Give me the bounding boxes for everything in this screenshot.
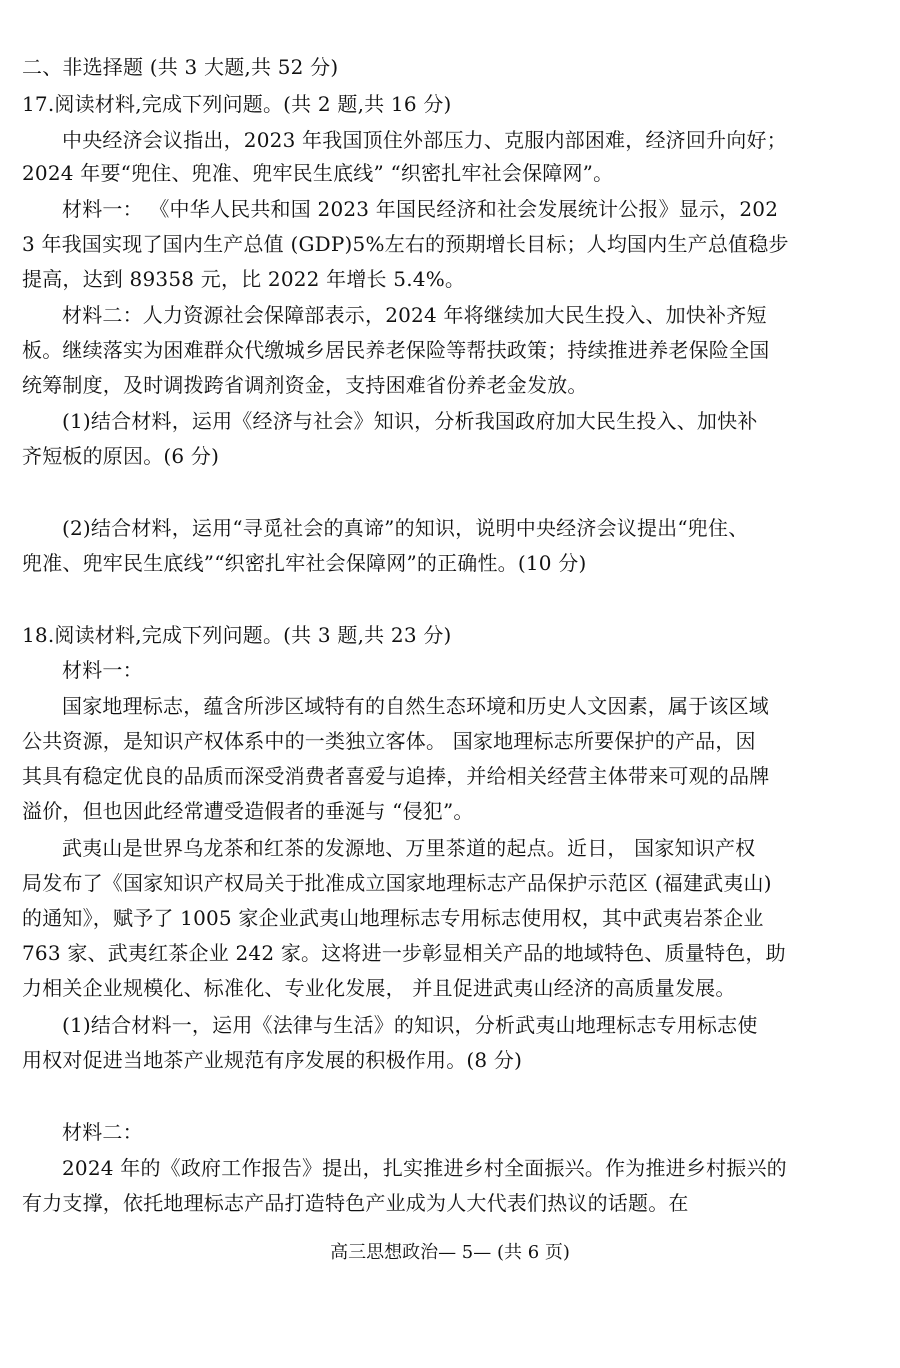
q18-m1p2-line-1: 武夷山是世界乌龙茶和红茶的发源地、万里茶道的起点。近日， 国家知识产权 xyxy=(62,836,756,860)
q17-sub1-line-2: 齐短板的原因。(6 分) xyxy=(22,444,220,468)
q18-m1p1-line-3: 其具有稳定优良的品质而深受消费者喜爱与追捧，并给相关经营主体带来可观的品牌 xyxy=(22,764,770,788)
q17-material1-line-3: 提高，达到 89358 元，比 2022 年增长 5.4%。 xyxy=(22,267,466,291)
q18-sub1-line-1: (1)结合材料一，运用《法律与生活》的知识，分析武夷山地理标志专用标志使 xyxy=(62,1013,758,1037)
q17-sub1-line-1: (1)结合材料，运用《经济与社会》知识，分析我国政府加大民生投入、加快补 xyxy=(62,409,758,433)
section-header: 二、非选择题 (共 3 大题,共 52 分) xyxy=(22,55,339,79)
q17-material2-line-3: 统筹制度，及时调拨跨省调剂资金，支持困难省份养老金发放。 xyxy=(22,373,588,397)
q18-sub1-line-2: 用权对促进当地茶产业规范有序发展的积极作用。(8 分) xyxy=(22,1048,523,1072)
q18-m1p2-line-3: 的通知》，赋予了 1005 家企业武夷山地理标志专用标志使用权，其中武夷岩茶企业 xyxy=(22,906,764,930)
q17-sub2-line-1: (2)结合材料，运用“寻觅社会的真谛”的知识，说明中央经济会议提出“兜住、 xyxy=(62,516,749,540)
q17-intro-line-2: 2024 年要“兜住、兜准、兜牢民生底线” “织密扎牢社会保障网”。 xyxy=(22,161,614,185)
q18-m2p1-line-1: 2024 年的《政府工作报告》提出，扎实推进乡村全面振兴。作为推进乡村振兴的 xyxy=(62,1156,787,1180)
q18-material2-label: 材料二： xyxy=(62,1120,143,1144)
q17-material1-line-1: 材料一： 《中华人民共和国 2023 年国民经济和社会发展统计公报》显示，202 xyxy=(62,197,779,221)
q17-heading: 17.阅读材料,完成下列问题。(共 2 题,共 16 分) xyxy=(22,92,452,116)
page-footer: 高三思想政治— 5— (共 6 页) xyxy=(330,1242,570,1263)
q17-material2-line-1: 材料二：人力资源社会保障部表示，2024 年将继续加大民生投入、加快补齐短 xyxy=(62,303,767,327)
q18-heading: 18.阅读材料,完成下列问题。(共 3 题,共 23 分) xyxy=(22,623,452,647)
q18-m1p2-line-4: 763 家、武夷红茶企业 242 家。这将进一步彰显相关产品的地域特色、质量特色，助 xyxy=(22,941,786,965)
q18-m1p1-line-2: 公共资源，是知识产权体系中的一类独立客体。 国家地理标志所要保护的产品，因 xyxy=(22,729,756,753)
q17-material2-line-2: 板。继续落实为困难群众代缴城乡居民养老保险等帮扶政策；持续推进养老保险全国 xyxy=(22,338,770,362)
q18-material1-label: 材料一： xyxy=(62,658,143,682)
q18-m1p1-line-1: 国家地理标志，蕴含所涉区域特有的自然生态环境和历史人文因素，属于该区域 xyxy=(62,694,769,718)
q17-intro-line-1: 中央经济会议指出，2023 年我国顶住外部压力、克服内部困难，经济回升向好； xyxy=(62,128,787,152)
q17-sub2-line-2: 兜准、兜牢民生底线”“织密扎牢社会保障网”的正确性。(10 分) xyxy=(22,551,587,575)
q17-material1-line-2: 3 年我国实现了国内生产总值 (GDP)5%左右的预期增长目标；人均国内生产总值稳步 xyxy=(22,232,789,256)
q18-m2p1-line-2: 有力支撑，依托地理标志产品打造特色产业成为人大代表们热议的话题。在 xyxy=(22,1191,689,1215)
q18-m1p2-line-2: 局发布了《国家知识产权局关于批准成立国家地理标志产品保护示范区 (福建武夷山) xyxy=(22,871,772,895)
q18-m1p2-line-5: 力相关企业规模化、标准化、专业化发展， 并且促进武夷山经济的高质量发展。 xyxy=(22,976,736,1000)
q18-m1p1-line-4: 溢价，但也因此经常遭受造假者的垂涎与 “侵犯”。 xyxy=(22,799,474,823)
